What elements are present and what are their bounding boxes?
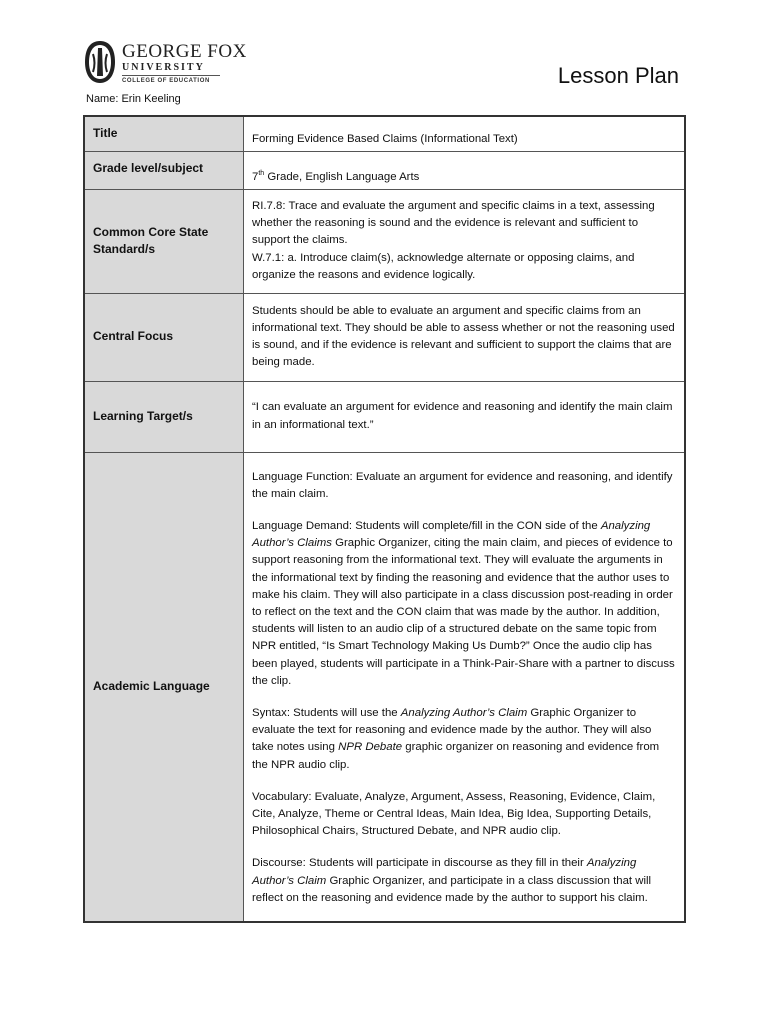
george-fox-logo xyxy=(84,38,247,88)
lesson-plan-table xyxy=(83,115,686,923)
learning-target-value: “I can evaluate an argument for evidence and reasoning and identify the main claim in an informational text.” xyxy=(244,381,686,452)
grade-suffix: th xyxy=(258,170,265,178)
syntax: Syntax: Students will use the Analyzing Author’s Claim Graphic Organizer to evaluate the text for reasoning and evidence made by the author. They will also take notes using NPR Debate graphic organizer on reasoning and evidence from the NPR audio clip. xyxy=(252,706,660,771)
central-focus-label: Central Focus xyxy=(84,293,244,381)
table-row-title xyxy=(84,116,685,151)
table-row-standards xyxy=(84,189,685,293)
table-row-learning-target xyxy=(84,381,685,452)
central-focus-value: Students should be able to evaluate an argument and specific claims from an informational text. They should be able to assess whether or not the reasoning used is sound, and if the evidence is relevant and sufficient to support the claims that are being made. xyxy=(244,293,686,381)
standard-w-7-1: W.7.1: a. Introduce claim(s), acknowledge alternate or opposing claims, and organize the reasons and evidence logically. xyxy=(252,251,635,281)
title-value: Forming Evidence Based Claims (Informational Text) xyxy=(244,116,686,151)
grade-value xyxy=(244,151,686,189)
table-row-academic-language xyxy=(84,452,685,922)
vocabulary: Vocabulary: Evaluate, Analyze, Argument, Assess, Reasoning, Evidence, Claim, Cite, Analyze, Theme or Central Ideas, Main Idea, Big Idea, Supporting Details, Philosophical Chairs, Structured Debate, and NPR audio clip. xyxy=(252,790,656,838)
grade-number: 7 xyxy=(252,171,259,184)
logo-college: COLLEGE OF EDUCATION xyxy=(122,78,210,84)
standards-label: Common Core State Standard/s xyxy=(84,189,244,293)
table-row-grade xyxy=(84,151,685,189)
discourse: Discourse: Students will participate in discourse as they fill in their Analyzing Author’s Claim Graphic Organizer, and participate in a class discussion that will reflect on the reasoning and evidence made by the author to support his claim. xyxy=(252,857,652,904)
standard-ri-7-8: RI.7.8: Trace and evaluate the argument and specific claims in a text, assessing whether the reasoning is sound and the evidence is relevant and sufficient to support the claims. xyxy=(252,199,655,247)
academic-language-value xyxy=(244,452,686,922)
grade-subject: Grade, English Language Arts xyxy=(264,171,420,184)
table-row-central-focus xyxy=(84,293,685,381)
title-label: Title xyxy=(84,116,244,151)
language-function: Language Function: Evaluate an argument for evidence and reasoning, and identify the main claim. xyxy=(252,470,673,500)
grade-label: Grade level/subject xyxy=(84,151,244,189)
logo-wordmark: GEORGE FOX xyxy=(122,41,247,62)
logo-divider xyxy=(122,75,220,76)
standards-value xyxy=(244,189,686,293)
author-name: Name: Erin Keeling xyxy=(86,93,181,105)
learning-target-label: Learning Target/s xyxy=(84,381,244,452)
academic-language-label: Academic Language xyxy=(84,452,244,922)
university-seal-icon xyxy=(84,40,116,84)
document-title: Lesson Plan xyxy=(557,63,679,88)
logo-university: UNIVERSITY xyxy=(122,62,205,73)
language-demand: Language Demand: Students will complete/fill in the CON side of the Analyzing Author’s Claims Graphic Organizer, citing the main claim, and pieces of evidence to support reasoning from the informational text. They will evaluate the arguments in the informational text by finding the reasoning and evidence that the author uses to make his claim. They will also participate in a class discussion post-reading in order to reflect on the text and the CON claim that was made by the author. In addition, students will listen to an audio clip of a structured debate on the same topic from NPR entitled, “Is Smart Technology Making Us Dumb?” Once the audio clip has been played, students will participate in a Think-Pair-Share with a partner to discuss the clip. xyxy=(252,519,675,687)
